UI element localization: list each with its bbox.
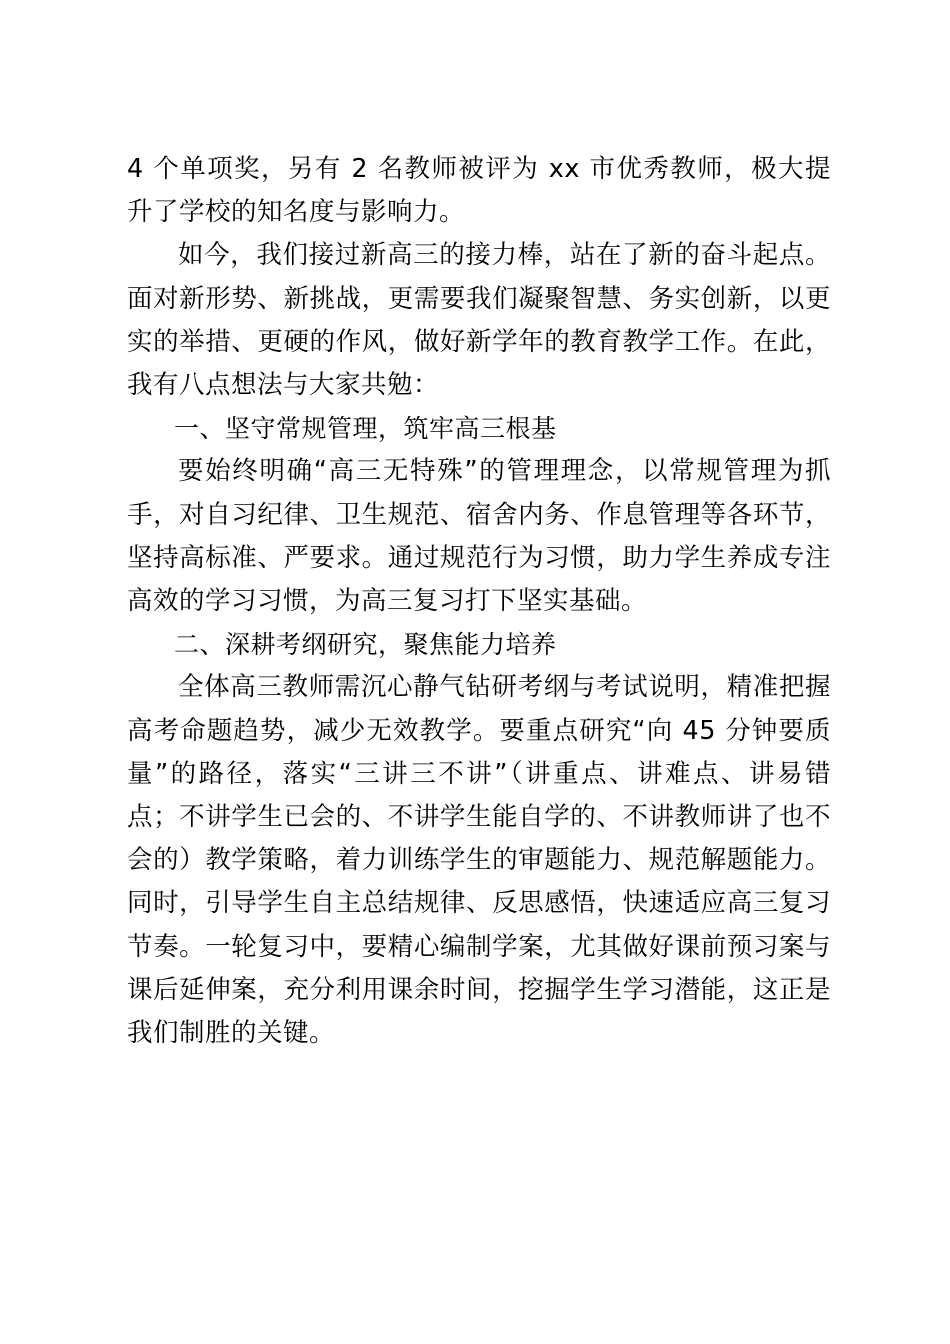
section-heading-2: 二、深耕考纲研究，聚焦能力培养	[174, 630, 557, 660]
paragraph-awards-continued: 4 个单项奖，另有 2 名教师被评为 xx 市优秀教师，极大提升了学校的知名度与影响力。	[127, 154, 831, 228]
paragraph-new-starting-point: 如今，我们接过新高三的接力棒，站在了新的奋斗起点。面对新形势、新挑战，更需要我们凝聚智慧、务实创新，以更实的举措、更硬的作风，做好新学年的教育教学工作。在此，我有八点想法与大家共勉：	[127, 240, 831, 401]
paragraph-routine-management: 要始终明确“高三无特殊”的管理理念，以常规管理为抓手，对自习纪律、卫生规范、宿舍内务、作息管理等各环节，坚持高标准、严要求。通过规范行为习惯，助力学生养成专注高效的学习习惯，为高三复习打下坚实基础。	[127, 456, 831, 617]
section-heading-1: 一、坚守常规管理，筑牢高三根基	[174, 414, 557, 444]
document-page	[127, 148, 831, 1055]
paragraph-exam-research: 全体高三教师需沉心静气钻研考纲与考试说明，精准把握高考命题趋势，减少无效教学。要重点研究“向 45 分钟要质量”的路径，落实“三讲三不讲”（讲重点、讲难点、讲易错点；不讲学生已会的、不讲学生能自学的、不讲教师讲了也不会的）教学策略，着力训练学生的审题能力、规范解题能力。同时，引导学生自主总结规律、反思感悟，快速适应高三复习节奏。一轮复习中，要精心编制学案，尤其做好课前预习案与课后延伸案，充分利用课余时间，挖掘学生学习潜能，这正是我们制胜的关键。	[127, 672, 831, 1049]
